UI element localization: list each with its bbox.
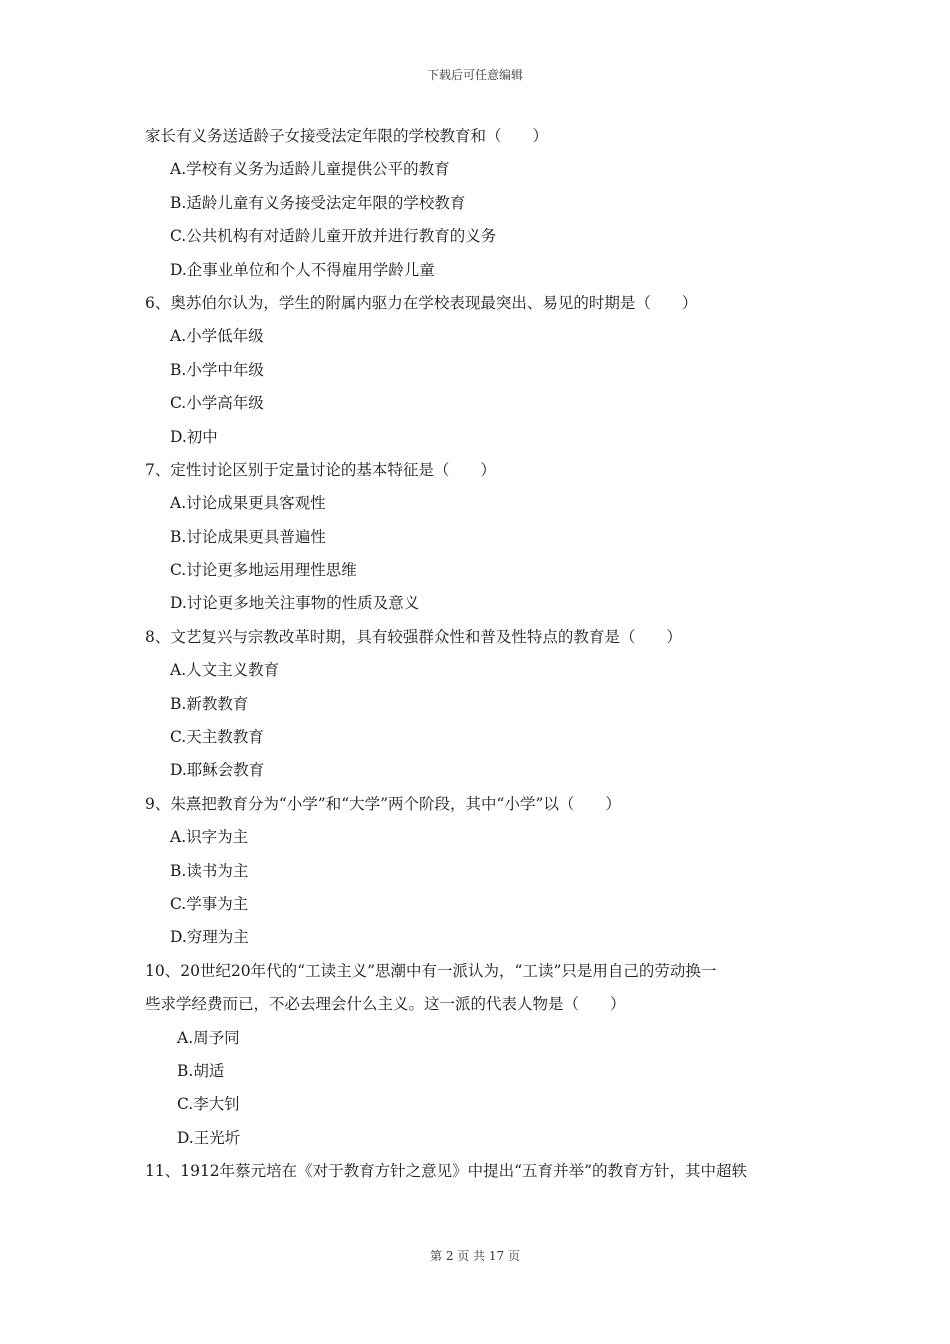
option-line: D.讨论更多地关注事物的性质及意义 [170,594,420,613]
option-line: B.适龄儿童有义务接受法定年限的学校教育 [170,193,466,212]
option-line: D.初中 [170,427,218,446]
option-line: C.李大钊 [177,1095,240,1114]
question-line: 8、文艺复兴与宗教改革时期，具有较强群众性和普及性特点的教育是（ ） [145,627,682,646]
page-footer: 第 2 页 共 17 页 [430,1249,520,1263]
option-line: B.新教教育 [170,694,249,713]
option-line: A.周予同 [177,1028,240,1047]
question-line: 9、朱熹把教育分为“小学”和“大学”两个阶段，其中“小学”以（ ） [145,794,621,813]
option-line: C.公共机构有对适龄儿童开放并进行教育的义务 [170,227,497,246]
option-line: A.小学低年级 [170,327,264,346]
page-header: 下载后可任意编辑 [426,68,523,82]
option-line: C.小学高年级 [170,394,264,413]
option-line: B.讨论成果更具普遍性 [170,527,326,546]
option-line: A.学校有义务为适龄儿童提供公平的教育 [170,160,450,179]
question-line: 家长有义务送适龄子女接受法定年限的学校教育和（ ） [145,127,549,145]
option-line: B.胡适 [177,1061,225,1080]
option-line: C.天主教教育 [170,728,264,747]
option-line: D.耶稣会教育 [170,761,265,780]
option-line: D.穷理为主 [170,928,249,947]
option-line: D.王光圻 [177,1128,241,1147]
option-line: C.学事为主 [170,894,249,913]
option-line: A.讨论成果更具客观性 [170,494,326,513]
document-body [145,120,825,1189]
option-line: A.人文主义教育 [170,661,280,680]
question-line: 6、奥苏伯尔认为，学生的附属内驱力在学校表现最突出、易见的时期是（ ） [145,293,698,312]
question-line: 7、定性讨论区别于定量讨论的基本特征是（ ） [145,460,496,479]
option-line: C.讨论更多地运用理性思维 [170,561,357,580]
question-line: 10、20世纪20年代的“工读主义”思潮中有一派认为，“工读”只是用自己的劳动换一 [145,961,717,980]
question-line: 些求学经费而已，不必去理会什么主义。这一派的代表人物是（ ） [145,995,626,1014]
option-line: B.读书为主 [170,861,249,880]
option-line: D.企事业单位和个人不得雇用学龄儿童 [170,260,435,279]
question-line: 11、1912年蔡元培在《对于教育方针之意见》中提出“五育并举”的教育方针，其中超轶 [145,1162,748,1181]
option-line: B.小学中年级 [170,360,264,379]
option-line: A.识字为主 [170,828,249,847]
